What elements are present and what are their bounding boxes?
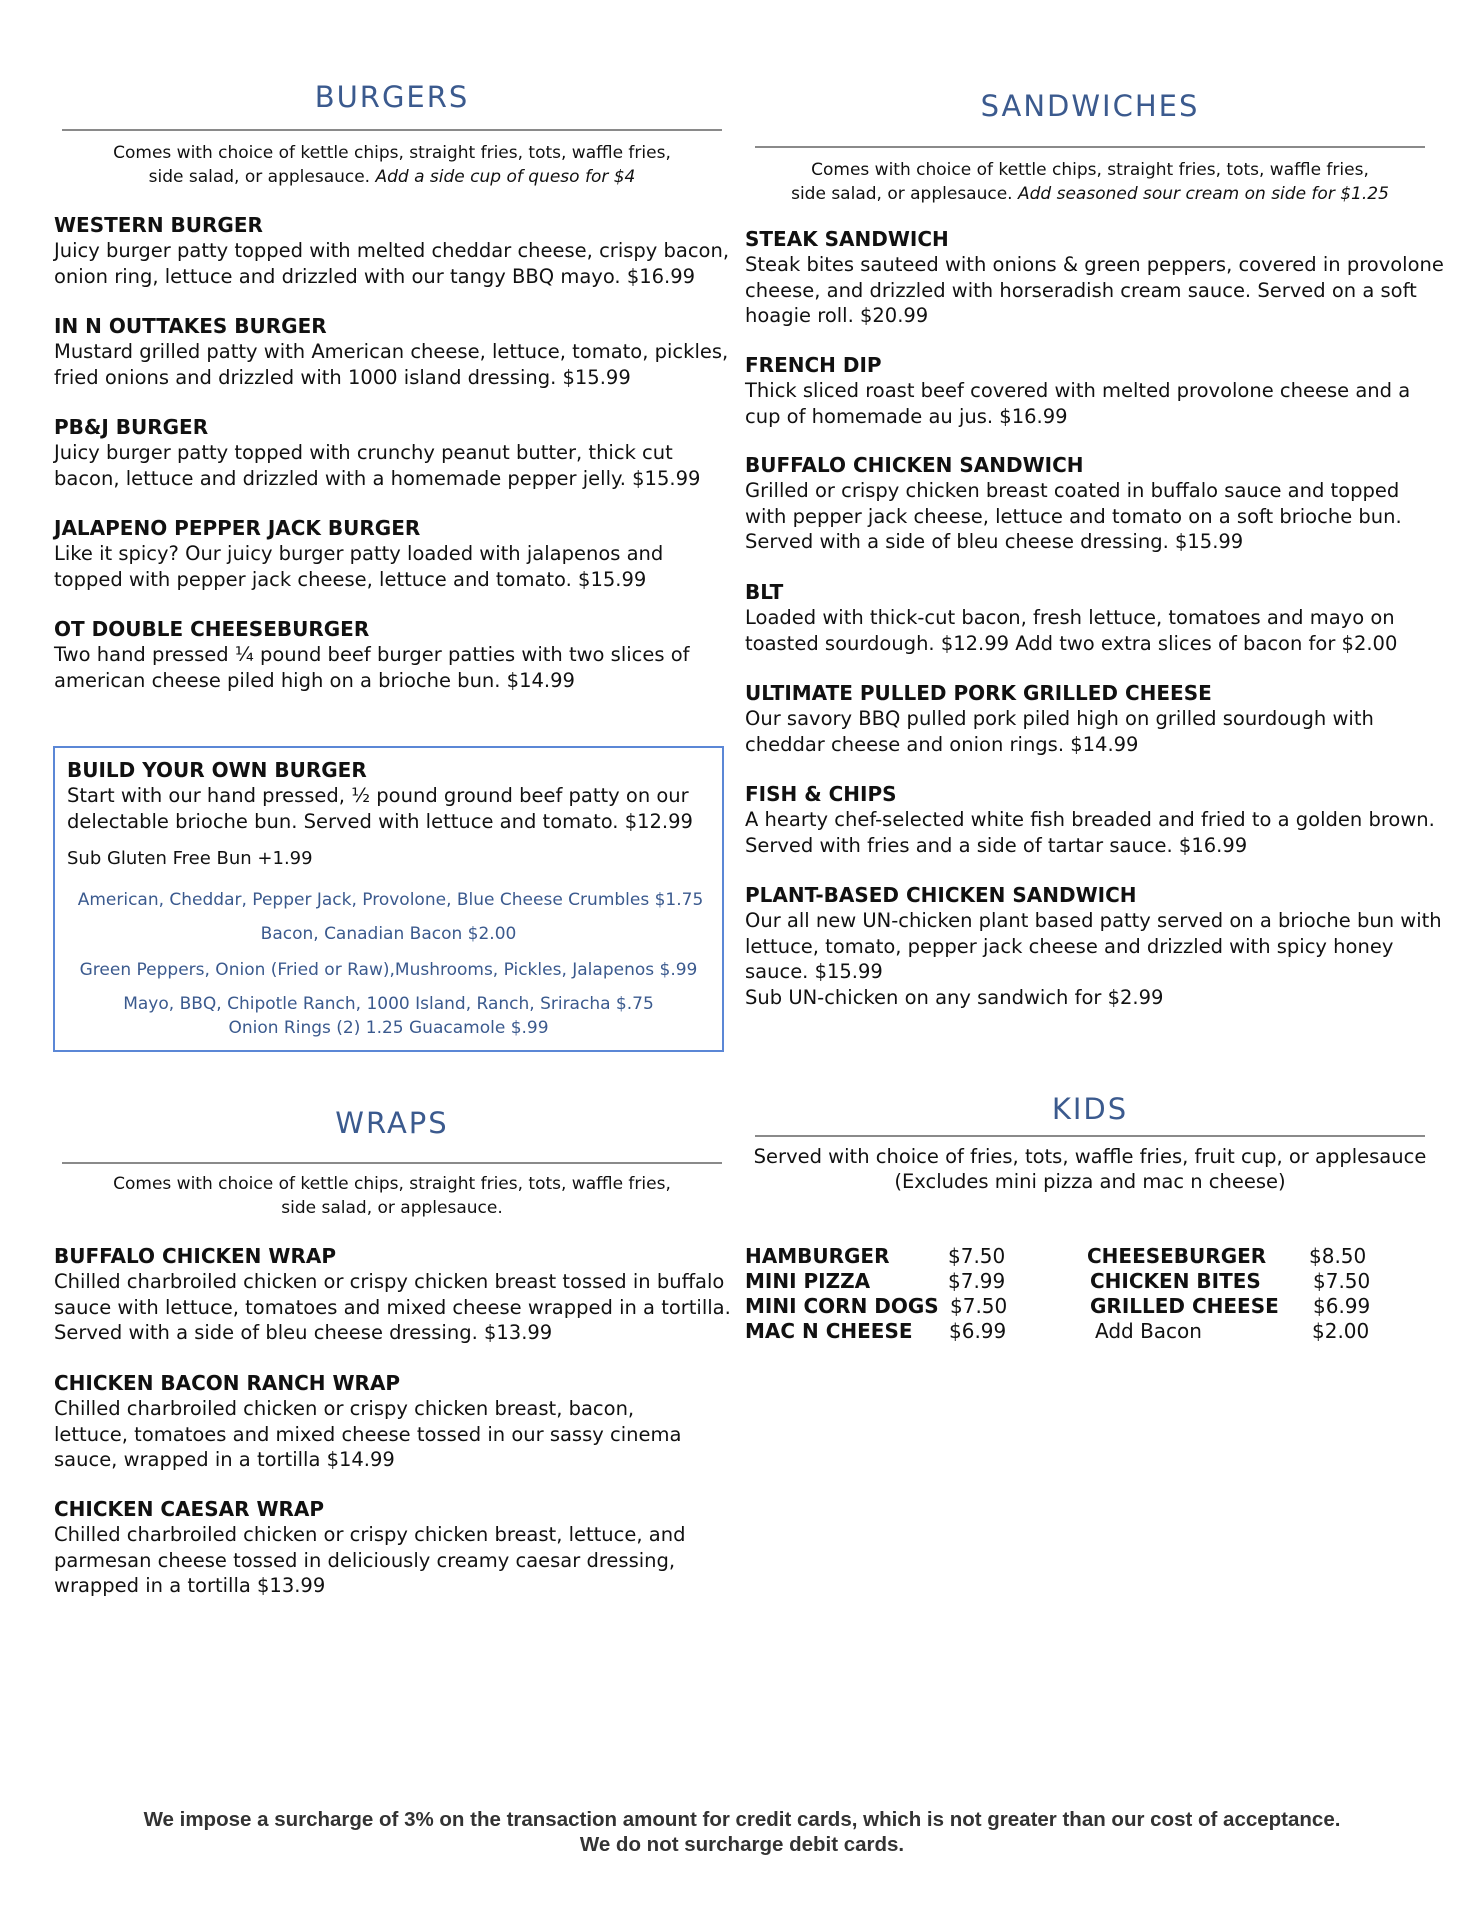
- kids-item: [745, 1269, 1045, 1294]
- item-desc: Like it spicy? Our juicy burger patty loaded with jalapenos and topped with pepper jack cheese, lettuce and tomato. $15.99: [54, 542, 664, 591]
- kids-divider: [755, 1135, 1425, 1137]
- item-desc: Chilled charbroiled chicken or crispy chicken breast tossed in buffalo sauce with lettuce, tomatoes and mixed cheese wrapped in a tortilla. Served with a side of bleu cheese dressing. $13.99: [54, 1270, 731, 1344]
- item-name: CHICKEN BACON RANCH WRAP: [54, 1371, 401, 1395]
- burgers-title: BURGERS: [314, 80, 470, 114]
- sandwiches-note-line1: Comes with choice of kettle chips, straight fries, tots, waffle fries,: [811, 160, 1369, 180]
- kids-item-name: MAC N CHEESE: [745, 1319, 913, 1343]
- item-name: STEAK SANDWICH: [745, 227, 949, 251]
- burgers-divider: [62, 129, 722, 131]
- burgers-note-italic: Add a side cup of queso for $4: [375, 167, 636, 187]
- kids-item: [1087, 1319, 1387, 1344]
- item-name: FISH & CHIPS: [745, 782, 897, 806]
- kids-item-price: $7.99: [948, 1269, 1006, 1293]
- item-desc: Our savory BBQ pulled pork piled high on grilled sourdough with cheddar cheese and onion rings. $14.99: [745, 707, 1374, 756]
- kids-item-price: $6.99: [1313, 1294, 1371, 1318]
- item-name: IN N OUTTAKES BURGER: [54, 314, 327, 338]
- item-desc: Two hand pressed ¼ pound beef burger patties with two slices of american cheese piled high on a brioche bun. $14.99: [54, 643, 690, 692]
- sandwiches-note-italic: Add seasoned sour cream on side for $1.25: [1017, 184, 1389, 204]
- kids-item-price: $7.50: [950, 1294, 1008, 1318]
- item-desc: Our all new UN-chicken plant based patty served on a brioche bun with lettuce, tomato, pepper jack cheese and drizzled with spicy honey sauce. $15.99: [745, 909, 1442, 983]
- kids-note-line1: Served with choice of fries, tots, waffle fries, fruit cup, or applesauce: [753, 1145, 1427, 1168]
- item-name: JALAPENO PEPPER JACK BURGER: [54, 516, 421, 540]
- kids-right-column: [1087, 1244, 1387, 1344]
- menu-item: [54, 415, 734, 491]
- item-desc: Thick sliced roast beef covered with melted provolone cheese and a cup of homemade au jus. $16.99: [745, 379, 1411, 428]
- byo-addon-sides: Onion Rings (2) 1.25 Guacamole $.99: [228, 1018, 549, 1038]
- byo-desc: Start with our hand pressed, ½ pound ground beef patty on our delectable brioche bun. Served with lettuce and tomato. $12.99: [67, 784, 693, 833]
- kids-item-price: $6.99: [949, 1319, 1007, 1343]
- byo-item: [67, 758, 712, 834]
- kids-item-name: MINI CORN DOGS: [745, 1294, 939, 1318]
- item-name: BUFFALO CHICKEN SANDWICH: [745, 453, 1084, 477]
- item-extra: Sub UN-chicken on any sandwich for $2.99: [745, 985, 1164, 1009]
- item-desc: Juicy burger patty topped with crunchy peanut butter, thick cut bacon, lettuce and drizzled with a homemade pepper jelly. $15.99: [54, 441, 701, 490]
- menu-item: [54, 1497, 704, 1599]
- item-name: BLT: [745, 580, 784, 604]
- item-name: PB&J BURGER: [54, 415, 209, 439]
- item-name: PLANT-BASED CHICKEN SANDWICH: [745, 883, 1137, 907]
- kids-item: [1087, 1244, 1387, 1269]
- kids-item-price: $7.50: [1313, 1269, 1371, 1293]
- kids-item-name: MINI PIZZA: [745, 1269, 871, 1293]
- menu-item: [745, 782, 1445, 858]
- item-name: BUFFALO CHICKEN WRAP: [54, 1244, 336, 1268]
- burgers-note-line2: side salad, or applesauce. Add a side cup of queso for $4: [148, 167, 636, 187]
- surcharge-line1: We impose a surcharge of 3% on the transaction amount for credit cards, which is not greater than our cost of acceptance.: [143, 1808, 1341, 1831]
- item-desc: A hearty chef-selected white fish breaded and fried to a golden brown. Served with fries and a side of tartar sauce. $16.99: [745, 808, 1435, 857]
- kids-item-name: CHEESEBURGER: [1087, 1244, 1267, 1268]
- menu-item: [745, 883, 1445, 1010]
- item-desc: Juicy burger patty topped with melted cheddar cheese, crispy bacon, onion ring, lettuce and drizzled with our tangy BBQ mayo. $16.99: [54, 239, 730, 288]
- menu-item: [54, 314, 734, 390]
- item-desc: Loaded with thick-cut bacon, fresh lettuce, tomatoes and mayo on toasted sourdough. $12.99 Add two extra slices of bacon for $2.00: [745, 606, 1398, 655]
- kids-note: [745, 1144, 1435, 1194]
- byo-addon-bacon: Bacon, Canadian Bacon $2.00: [260, 924, 517, 944]
- menu-item: [54, 1244, 744, 1346]
- byo-addon-veggies: Green Peppers, Onion (Fried or Raw),Mushrooms, Pickles, Jalapenos $.99: [79, 960, 698, 980]
- kids-item-name: Add Bacon: [1095, 1319, 1202, 1343]
- sandwiches-title: SANDWICHES: [980, 89, 1200, 123]
- item-desc: Mustard grilled patty with American cheese, lettuce, tomato, pickles, fried onions and drizzled with 1000 island dressing. $15.99: [54, 340, 729, 389]
- kids-item-name: HAMBURGER: [745, 1244, 890, 1268]
- kids-item-price: $2.00: [1312, 1319, 1370, 1343]
- byo-gluten-free: Sub Gluten Free Bun +1.99: [67, 848, 313, 869]
- kids-item: [1087, 1294, 1387, 1319]
- kids-left-column: [745, 1244, 1045, 1344]
- item-name: OT DOUBLE CHEESEBURGER: [54, 617, 370, 641]
- sandwiches-note-line2: side salad, or applesauce. Add seasoned sour cream on side for $1.25: [791, 184, 1389, 204]
- kids-item-name: GRILLED CHEESE: [1090, 1294, 1279, 1318]
- item-desc: Steak bites sauteed with onions & green peppers, covered in provolone cheese, and drizzled with horseradish cream sauce. Served on a soft hoagie roll. $20.99: [745, 253, 1444, 327]
- item-name: FRENCH DIP: [745, 353, 882, 377]
- burgers-note: [62, 141, 722, 189]
- wraps-divider: [62, 1162, 722, 1164]
- item-name: WESTERN BURGER: [54, 213, 263, 237]
- menu-item: [745, 681, 1445, 757]
- menu-item: [745, 353, 1445, 429]
- surcharge-notice: [0, 1807, 1484, 1857]
- sandwiches-note: [755, 158, 1425, 206]
- build-your-own-box: [53, 746, 724, 1052]
- wraps-note-line1: Comes with choice of kettle chips, straight fries, tots, waffle fries,: [113, 1174, 671, 1194]
- byo-addon-sauces: Mayo, BBQ, Chipotle Ranch, 1000 Island, Ranch, Sriracha $.75: [123, 994, 654, 1014]
- menu-item: [745, 227, 1445, 329]
- kids-item-name: CHICKEN BITES: [1090, 1269, 1261, 1293]
- kids-item: [745, 1244, 1045, 1269]
- byo-name: BUILD YOUR OWN BURGER: [67, 758, 367, 782]
- menu-item: [54, 213, 734, 289]
- surcharge-line2: We do not surcharge debit cards.: [579, 1833, 905, 1856]
- item-name: ULTIMATE PULLED PORK GRILLED CHEESE: [745, 681, 1212, 705]
- kids-item: [1087, 1269, 1387, 1294]
- sandwiches-divider: [755, 146, 1425, 148]
- menu-item: [54, 1371, 704, 1473]
- byo-addon-cheese: American, Cheddar, Pepper Jack, Provolone, Blue Cheese Crumbles $1.75: [77, 890, 704, 910]
- kids-item: [745, 1294, 1045, 1319]
- menu-item: [745, 453, 1445, 555]
- item-desc: Chilled charbroiled chicken or crispy chicken breast, bacon, lettuce, tomatoes and mixed cheese tossed in our sassy cinema sauce, wrapped in a tortilla $14.99: [54, 1397, 682, 1471]
- menu-item: [745, 580, 1445, 656]
- menu-item: [54, 617, 734, 693]
- wraps-note: [62, 1172, 722, 1220]
- kids-title: KIDS: [1051, 1092, 1129, 1126]
- wraps-title: WRAPS: [335, 1106, 449, 1140]
- item-desc: Chilled charbroiled chicken or crispy chicken breast, lettuce, and parmesan cheese tossed in deliciously creamy caesar dressing, wrapped in a tortilla $13.99: [54, 1523, 686, 1597]
- kids-item-price: $8.50: [1309, 1244, 1367, 1268]
- item-desc: Grilled or crispy chicken breast coated in buffalo sauce and topped with pepper jack cheese, lettuce and tomato on a soft brioche bun. Served with a side of bleu cheese dressing. $15.99: [745, 479, 1402, 553]
- kids-item-price: $7.50: [948, 1244, 1006, 1268]
- kids-item: [745, 1319, 1045, 1344]
- item-name: CHICKEN CAESAR WRAP: [54, 1497, 325, 1521]
- kids-note-line2: (Excludes mini pizza and mac n cheese): [894, 1170, 1286, 1193]
- menu-item: [54, 516, 734, 592]
- burgers-note-line1: Comes with choice of kettle chips, straight fries, tots, waffle fries,: [113, 143, 671, 163]
- wraps-note-line2: side salad, or applesauce.: [281, 1198, 503, 1218]
